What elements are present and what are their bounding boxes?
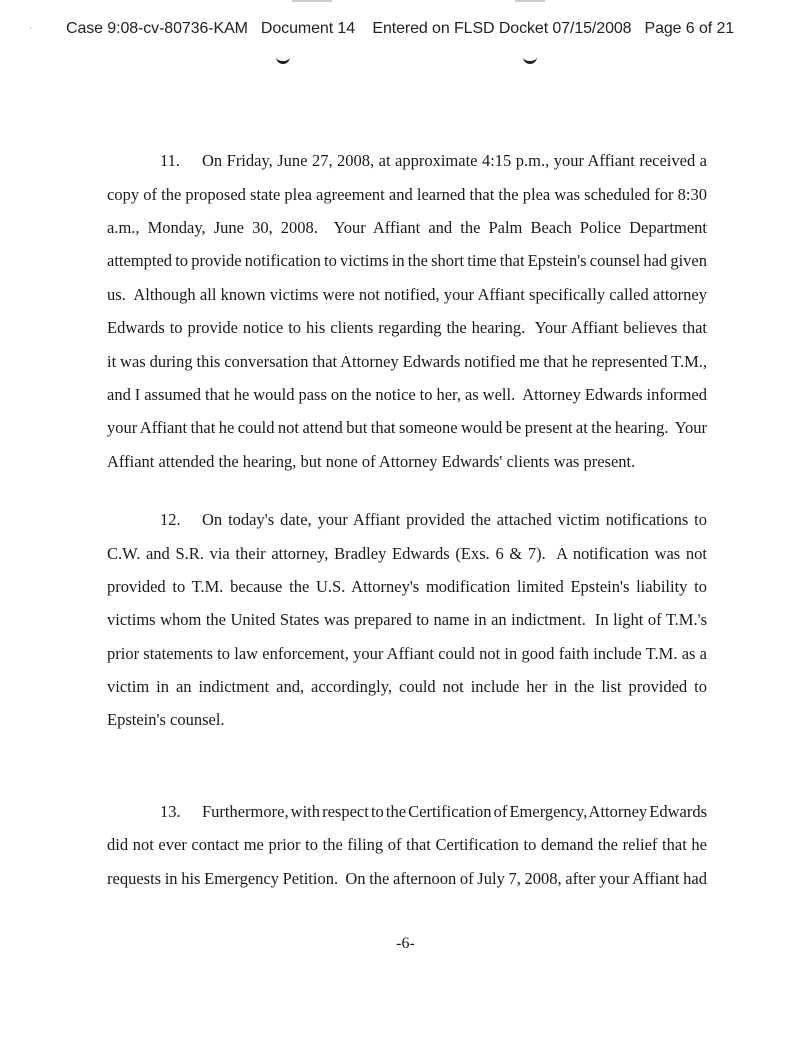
line-text: Edwards to provide notice to his clients regarding the hearing. Your Affiant believes that [107,318,707,337]
paragraph-line [107,184,707,206]
paragraph-line [107,543,707,565]
paragraph-line [107,250,707,272]
line-text: Affiant attended the hearing, but none of Attorney Edwards' clients was present. [107,452,636,471]
paragraph-line [107,417,707,439]
paragraph-line [107,351,707,373]
scan-artifact [515,0,545,2]
paragraph-number: 13. [160,802,181,821]
scan-mark [276,55,290,64]
line-text: victim in an indictment and, accordingly, could not include her in the list provided to [107,677,707,696]
line-text: Epstein's counsel. [107,710,225,729]
line-text: did not ever contact me prior to the filing of that Certification to demand the relief that he [107,835,707,854]
paragraph-line [107,384,707,406]
paragraph-line [160,801,707,823]
paragraph-line [107,317,707,339]
paragraph-line [107,284,707,306]
paragraph-line [160,150,707,172]
paragraph-line [107,643,707,665]
paragraph-line [107,709,707,731]
paragraph-line [160,509,707,531]
line-text: a.m., Monday, June 30, 2008. Your Affiant and the Palm Beach Police Department [107,218,707,237]
line-text: On today's date, your Affiant provided the attached victim notifications to [202,510,707,529]
line-text: C.W. and S.R. via their attorney, Bradley Edwards (Exs. 6 & 7). A notification was not [107,544,707,563]
paragraph-number: 12. [160,510,181,529]
scan-artifact: ' [30,26,32,35]
line-text: requests in his Emergency Petition. On the afternoon of July 7, 2008, after your Affiant had [107,869,707,888]
page-number: -6- [396,935,415,952]
line-text: attempted to provide notification to victims in the short time that Epstein's counsel had given [107,251,707,270]
line-text: it was during this conversation that Attorney Edwards notified me that he represented T.M., [107,352,707,371]
scan-artifact [292,0,332,2]
paragraph-line [107,576,707,598]
line-text: us. Although all known victims were not notified, your Affiant specifically called attorney [107,285,707,304]
line-text: prior statements to law enforcement, your Affiant could not in good faith include T.M. as a [107,644,707,663]
line-text: your Affiant that he could not attend but that someone would be present at the hearing. Your [107,418,707,437]
docket-header: Case 9:08-cv-80736-KAM Document 14 Entered on FLSD Docket 07/15/2008 Page 6 of 21 [66,20,735,37]
paragraph-number: 11. [160,151,181,170]
paragraph-line [107,217,707,239]
line-text: victims whom the United States was prepared to name in an indictment. In light of T.M.'s [107,610,707,629]
paragraph-line [107,676,707,698]
line-text: copy of the proposed state plea agreement and learned that the plea was scheduled for 8:30 [107,185,707,204]
paragraph-line [107,609,707,631]
line-text: Furthermore, with respect to the Certification of Emergency, Attorney Edwards [202,802,707,821]
line-text: provided to T.M. because the U.S. Attorney's modification limited Epstein's liability to [107,577,707,596]
scan-mark [523,55,537,64]
line-text: and I assumed that he would pass on the notice to her, as well. Attorney Edwards informed [107,385,707,404]
paragraph-line [107,451,707,473]
paragraph-line [107,834,707,856]
line-text: On Friday, June 27, 2008, at approximate 4:15 p.m., your Affiant received a [202,151,707,170]
paragraph-line [107,868,707,890]
